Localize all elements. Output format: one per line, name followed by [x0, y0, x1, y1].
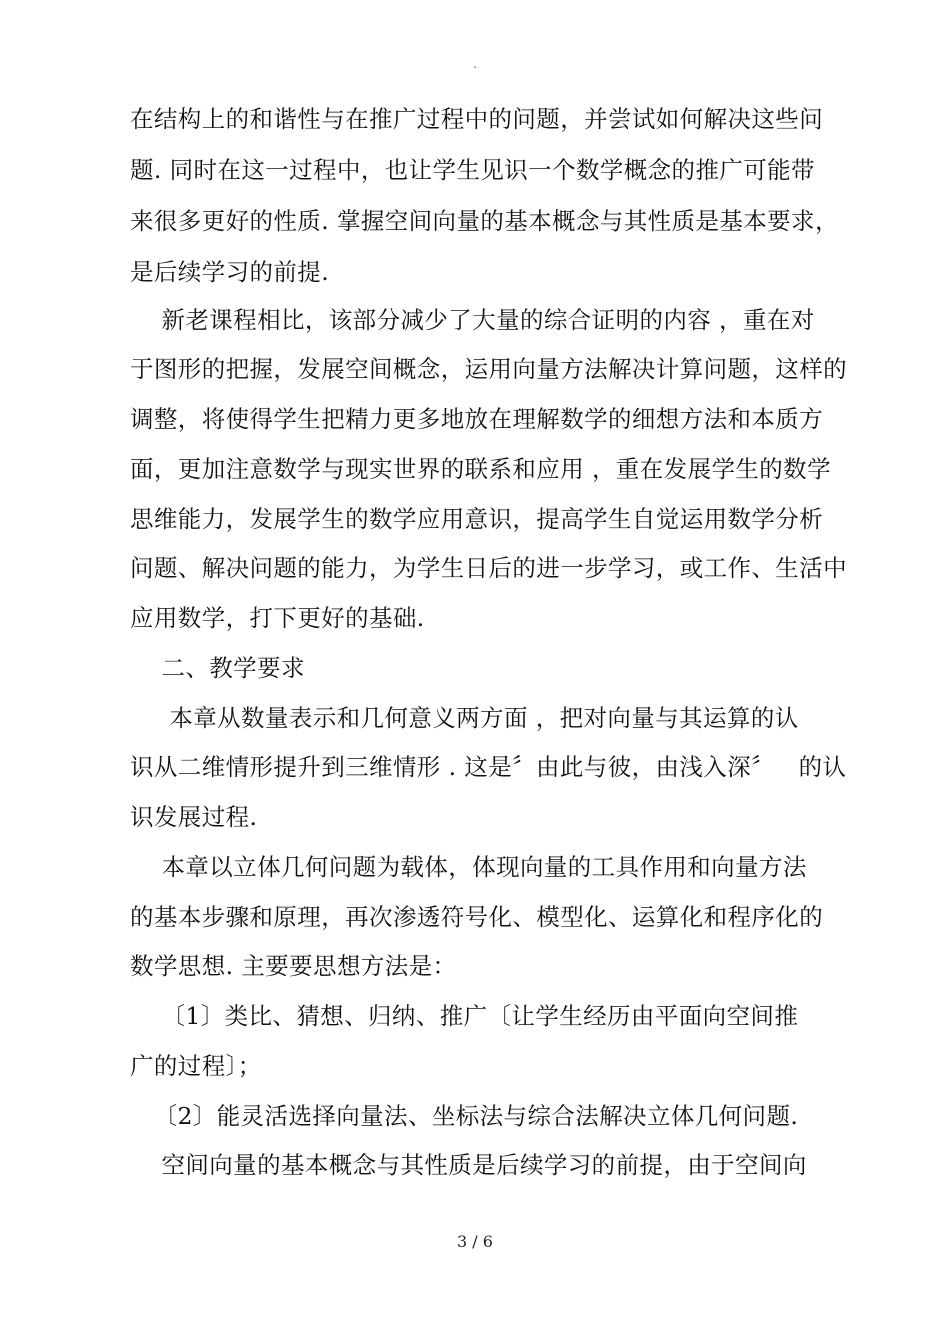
text-line: 新老课程相比，该部分减少了大量的综合证明的内容 ，重在对 — [130, 306, 815, 334]
text-line: 思维能力，发展学生的数学应用意识，提高学生自觉运用数学分析 — [130, 505, 824, 533]
text-line: 题. 同时在这一过程中，也让学生见识一个数学概念的推广可能带 — [130, 156, 815, 184]
text-line: 在结构上的和谐性与在推广过程中的问题，并尝试如何解决这些问 — [130, 105, 824, 133]
text-line: 广的过程〕； — [130, 1052, 262, 1080]
text-line: 面，更加注意数学与现实世界的联系和应用 ，重在发展学生的数学 — [130, 455, 831, 483]
text-line: 于图形的把握，发展空间概念，运用向量方法解决计算问题，这样的 — [130, 355, 847, 383]
text-line: 本章从数量表示和几何意义两方面 ，把对向量与其运算的认 — [130, 704, 799, 732]
text-line: 识发展过程. — [130, 803, 258, 831]
text-line: 是后续学习的前提. — [130, 258, 330, 286]
text-line: 调整，将使得学生把精力更多地放在理解数学的细想方法和本质方 — [130, 405, 824, 433]
text-line: 识从二维情形提升到三维情形 . 这是〞由此与彼，由浅入深〞 的认 — [130, 753, 847, 781]
text-line: 应用数学，打下更好的基础. — [130, 604, 425, 632]
header-mark: . — [473, 57, 477, 71]
list-item: 〔2〕能灵活选择向量法、坐标法与综合法解决立体几何问题. — [130, 1102, 799, 1130]
page-number: 3 / 6 — [457, 1232, 493, 1251]
text-line: 本章以立体几何问题为载体，体现向量的工具作用和向量方法 — [130, 853, 807, 881]
text-line: 的基本步骤和原理，再次渗透符号化、模型化、运算化和程序化的 — [130, 903, 824, 931]
text-line: 空间向量的基本概念与其性质是后续学习的前提，由于空间向 — [130, 1151, 807, 1179]
text-line: 问题、解决问题的能力，为学生日后的进一步学习，或工作、生活中 — [130, 554, 847, 582]
list-item: 〔1〕类比、猜想、归纳、推广〔让学生经历由平面向空间推 — [130, 1002, 799, 1030]
section-heading: 二、教学要求 — [130, 654, 305, 682]
text-line: 数学思想. 主要要思想方法是： — [130, 952, 457, 980]
text-line: 来很多更好的性质. 掌握空间向量的基本概念与其性质是基本要求， — [130, 207, 839, 235]
